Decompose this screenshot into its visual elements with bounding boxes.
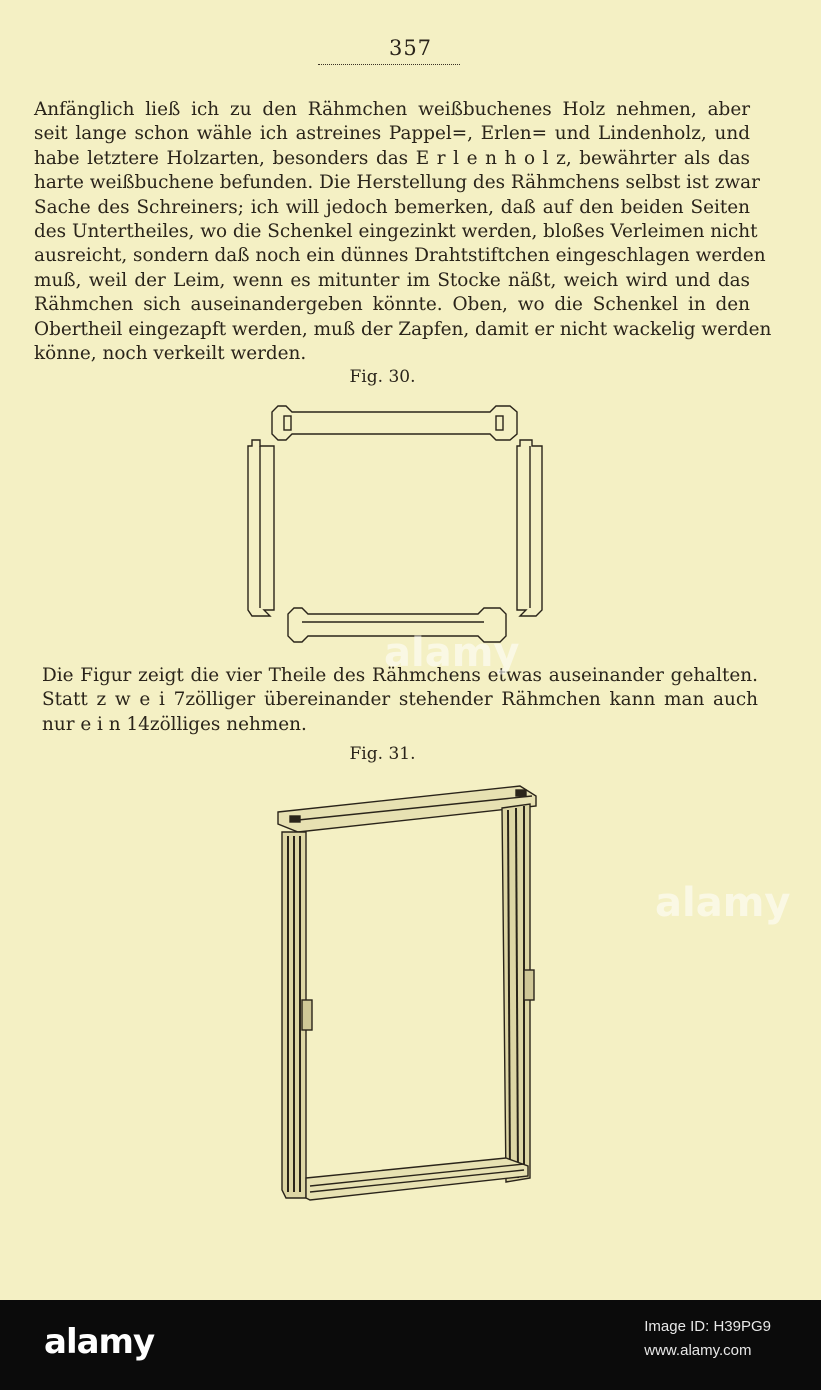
text-line: Sache des Schreiners; ich will jedoch bemerken, daß auf den beiden Seiten <box>34 196 750 218</box>
watermark: alamy <box>384 630 520 676</box>
left-side-latch <box>302 1000 312 1030</box>
frame-top-bar <box>272 406 517 440</box>
page-number: 357 <box>388 36 433 60</box>
top-bar-slot-left <box>284 416 291 430</box>
text-line: Obertheil eingezapft werden, muß der Zapfen, damit er nicht wackelig werden <box>34 318 772 340</box>
alamy-logo: alamy <box>44 1322 155 1362</box>
watermark: alamy <box>655 880 791 926</box>
frame-left-bar <box>248 440 274 616</box>
text-line: Anfänglich ließ ich zu den Rähmchen weißbuchenes Holz nehmen, aber <box>34 99 750 120</box>
text-line: habe letztere Holzarten, besonders das E r l e n h o l z, bewährter als das <box>34 147 750 169</box>
assembled-bottom-bar <box>306 1158 528 1200</box>
figure-30-caption: Fig. 30. <box>349 367 416 387</box>
text-line: seit lange schon wähle ich astreines Pappel=, Erlen= und Lindenholz, und <box>34 123 750 145</box>
text-line: harte weißbuchene befunden. Die Herstellung des Rähmchens selbst ist zwar <box>34 172 760 194</box>
text-line: Die Figur zeigt die vier Theile des Rähmchens etwas auseinander gehalten. <box>42 665 758 686</box>
stock-footer-bar <box>0 1300 821 1390</box>
text-line: nur e i n 14zölliges nehmen. <box>42 713 307 735</box>
text-line: Rähmchen sich auseinandergeben könnte. Oben, wo die Schenkel in den <box>34 294 750 316</box>
page-number-rule <box>318 64 460 65</box>
figure-31-caption: Fig. 31. <box>349 744 416 764</box>
top-bar-slot <box>290 816 300 822</box>
top-bar-slot-right <box>496 416 503 430</box>
image-id-label: Image ID: H39PG9 <box>644 1318 771 1335</box>
text-line: des Untertheiles, wo die Schenkel eingezinkt werden, bloßes Verleimen nicht <box>34 221 758 243</box>
text-line: Statt z w e i 7zölliger übereinander stehender Rähmchen kann man auch <box>42 689 758 711</box>
top-bar-slot <box>516 790 526 796</box>
figure-31-assembled-frame <box>270 780 545 1210</box>
text-line: muß, weil der Leim, wenn es mitunter im Stocke näßt, weich wird und das <box>34 269 750 291</box>
stock-info <box>644 1315 771 1363</box>
text-line: ausreicht, sondern daß noch ein dünnes Drahtstiftchen eingeschlagen werden <box>34 245 766 267</box>
figure-30-exploded-frame <box>240 398 550 648</box>
text-line: könne, noch verkeilt werden. <box>34 343 307 365</box>
paragraph-1 <box>34 98 772 366</box>
right-side-latch <box>524 970 534 1000</box>
site-url: www.alamy.com <box>644 1342 752 1359</box>
